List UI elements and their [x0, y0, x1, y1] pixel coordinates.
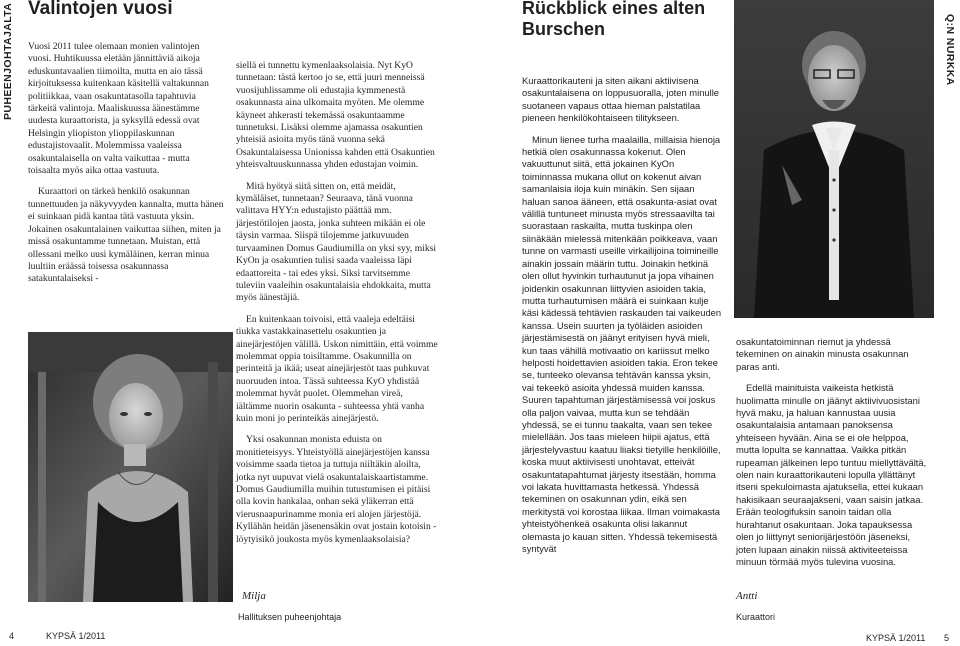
left-section-label: PUHEENJOHTAJALTA — [2, 2, 14, 120]
left-col2-paragraph-2: Mitä hyötyä siitä sitten on, että meidät, kymäläiset, tunnetaan? Seuraava, tänä vuonna valittava HYY:n edustajisto päättää mm. järjestötilojen jaosta, jonka suhteen mikään ei ole täysin varmaa. Siispä tilojemme jatkuvuuden turvaaminen Domus Gaudiumilla on yksi syy, miksi KyOn ja osakuntien tulisi saada vaaleissa läpi edaattoreita - tai edes yksi. Siksi tarvitsemme tuleviin vaaleihin osakuntalaisia ehdokkaita, mutta myös äänestäjiä. — [236, 180, 437, 304]
right-signature-role: Kuraattori — [736, 612, 776, 622]
left-column-2 — [236, 60, 439, 555]
portrait-man-image — [734, 0, 934, 318]
right-side-tab — [940, 0, 960, 100]
portrait-woman-image — [28, 332, 233, 602]
right-col1-paragraph-1: Kuraattorikauteni ja siten aikani aktiivisena osakuntalaisena on loppusuoralla, joten minulle suotaneen vapaus ottaa hieman palstatilaa pieneen henkilökohtaiseen tilitykseen. — [522, 75, 720, 124]
right-column-1 — [522, 75, 722, 564]
left-side-tab — [0, 0, 20, 120]
left-signature: Milja — [242, 590, 266, 602]
left-signature-role: Hallituksen puheenjohtaja — [238, 612, 342, 622]
left-col2-paragraph-4: Yksi osakunnan monista eduista on monitieteisyys. Yhteistyöllä ainejärjestöjen kanssa voisimme saada tietoa ja tuttuja niiltäkin aloilta, jotka nyt uupuvat vielä osakuntalaiskaartistamme. Domus Gaudiumilla muihin tutustumisen ei pitäisi olla kovin hankalaa, onhan sekä yläkerran että vierusnaapurinamme monia eri alojen järjestöjä. Kyllähän heidän jäsenensäkin ovat jostain kotoisin - löytyisikö joukosta myös kymenlaaksolaisia? — [236, 434, 437, 545]
left-col2-paragraph-3: En kuitenkaan toivoisi, että vaaleja edeltäisi tiukka vastakkainasettelu osakuntien ja ainejärjestöjen välillä. Uskon nimittäin, että voimme molemmat oppia toisiltamme. Osakunnilla on perinteitä ja ikää; useat ainejärjestöt taas puhkuvat nuoruuden intoa. Tässä suhteessa KyO yhdistää molemmat hyvät puolet. Olemmehan vireä, iältämme nuorin osakunta - suhteessa yhtä vanha kuin moni jo perinteikäs ainejärjestö. — [236, 313, 438, 424]
right-column-2 — [736, 336, 930, 577]
right-page-number: 5 — [944, 633, 950, 643]
left-page-title: Valintojen vuosi — [28, 0, 173, 19]
right-section-label: Q:N NURKKA — [944, 14, 956, 86]
left-col2-paragraph-1: siellä ei tunnettu kymenlaaksolaisia. Nyt KyO tunnetaan: tästä kertoo jo se, että juuri menneissä vuosijuhlissamme oli edustajia kymmenestä osakunnasta aina ulkomaita myöten. Me olemme käyneet ahkerasti tekemässä osakuntaamme tunnetuksi. Lisäksi olemme ajamassa osakuntien yhteisiä asioita myös tänä vuonna sekä Osakuntalaisessa Unionissa kahden että Osakuntien yhteisvaltuuskunnassa yhden edustajan voimin. — [236, 60, 435, 171]
right-signature: Antti — [736, 590, 758, 602]
right-col1-paragraph-2: Minun lienee turha maalailla, millaisia hienoja hetkiä olen osakunnassa kokenut. Olen vakuuttunut siitä, että jokainen KyOn toiminnassa mukana ollut on kokenut aivan samanlaisia iloja kuin minäkin. Sen sijaan haluan sanoa ääneen, että osakunta-asiat ovat välillä tuntuneet minusta myös stressaavilta tai suorastaan raskailta, mutta tuskinpa olen siinäkään mielessä mitenkään poikkeava, vaan tunne on varmasti useille virkailijoina toimineille ainakin jossain määrin tuttu. Joinakin hetkinä olen ollut hyvinkin turhautunut ja jopa vihainen joidenkin osakunnan liittyvien asioiden takia, mutta turhautumisen määrä ei suinkaan kulje käsi kädessä tehtävien raskauden tai vaikeuden kanssa. Usein suurten ja työläiden asioiden järjestämisestä on jäänyt erityisen hyvä mieli, kun taas vähillä motivaatio on kariissut melko helposti hoidettavien asioiden takia. Eron tekee se, tunteeko olevansa tehtävän kanssa yksin, vai tekeekö asioita yhdessä muiden kanssa. Suuren tapahtuman järjestämisessä voi joskus olla paljon vaivaa, mutta kun se tehdään yhdessä, se ei tunnu taakalta, vaan sen tekee mielellään. Jos taas mieleen hiipii ajatus, että järjestelyvastuu kaatuu liiaksi tietyille henkilöille, koska muut aktiivisesti unohtavat, etteivät osakuntatapahtumat järjesty itsestään, homma voi lakata huvittamasta hetkessä. Yhdessä tekeminen on osakunnan ydin, eikä sen merkitystä voi korostaa liikaa. Ilman voimakasta yhteistyöhenkeä osakunta olisi lakannut olemasta jo kauan sitten. Yhdessä tekemisestä syntyvät — [522, 133, 722, 555]
portrait-man-photo — [734, 0, 934, 318]
right-footer: KYPSÄ 1/2011 — [866, 633, 926, 643]
left-page-number: 4 — [9, 631, 15, 641]
right-col2-paragraph-2: Edellä mainituista vaikeista hetkistä huolimatta minulle on jäänyt aktiivivuosistani hyvä maku, ja haluan kannustaa uusia osakuntalaisia antamaan panoksensa yhteiseen hyvään. Aina se ei ole helppoa, mutta lopulta se kannattaa. Vaikka pitkän rupeaman jälkeinen lepo tuntuu miellyttävältä, olen nain kuraattorikauteni lopulla yllättänyt itseni spekuloimasta ajatuksella, ettei kukaan hakisikaan seuraajakseni, vaan saisin jatkaa. Erään teologifuksin sanoin taidan olla hurahtanut osakuntaan. Joka tapauksessa olen jo liittynyt seniorijärjestöön jäseneksi, joten lupaan ainakin niissä aktiviteeteissa minuun törmää myös tulevina vuosina. — [736, 382, 927, 567]
portrait-woman-photo — [28, 332, 233, 602]
left-footer: KYPSÄ 1/2011 — [46, 631, 106, 641]
left-column-1 — [28, 41, 224, 295]
right-page-title: Rückblick eines alten Burschen — [522, 0, 706, 39]
right-col2-paragraph-1: osakuntatoiminnan riemut ja yhdessä tekeminen on ainakin minusta osakunnan paras anti. — [736, 336, 909, 372]
left-col1-paragraph-2: Kuraattori on tärkeä henkilö osakunnan tunnettuuden ja näkyvyyden kannalta, mutta hänen ei suinkaan pidä kantaa tätä vastuuta yksin. Jokainen osakuntalainen vaikuttaa siihen, miten ja missä osakuntamme tunnetaan. Muistan, että ollessani melko uusi kymäläinen, kerran minua luultiin eräässä toisessa osakunnassa satakuntalaiseksi - — [28, 186, 224, 285]
left-col1-paragraph-1: Vuosi 2011 tulee olemaan monien valintojen vuosi. Huhtikuussa eletään jännittäviä aikoja eduskuntavaalien tiimoilta, mutta en aio tässä kirjoituksessa kuitenkaan käsitellä valtakunnan politiikkaa, vaan osakuntatasolla tapahtuvia tärkeitä valintoja. Maaliskuussa äänestämme uudesta kuraattorista, ja syksyllä edessä ovat Helsingin yliopiston ylioppilaskunnan edustajistovaalit. Molemmissa vaaleissa osakuntalaisella on valta vaikuttaa - mutta toisaalta myös aika ottaa vastuuta. — [28, 41, 209, 177]
